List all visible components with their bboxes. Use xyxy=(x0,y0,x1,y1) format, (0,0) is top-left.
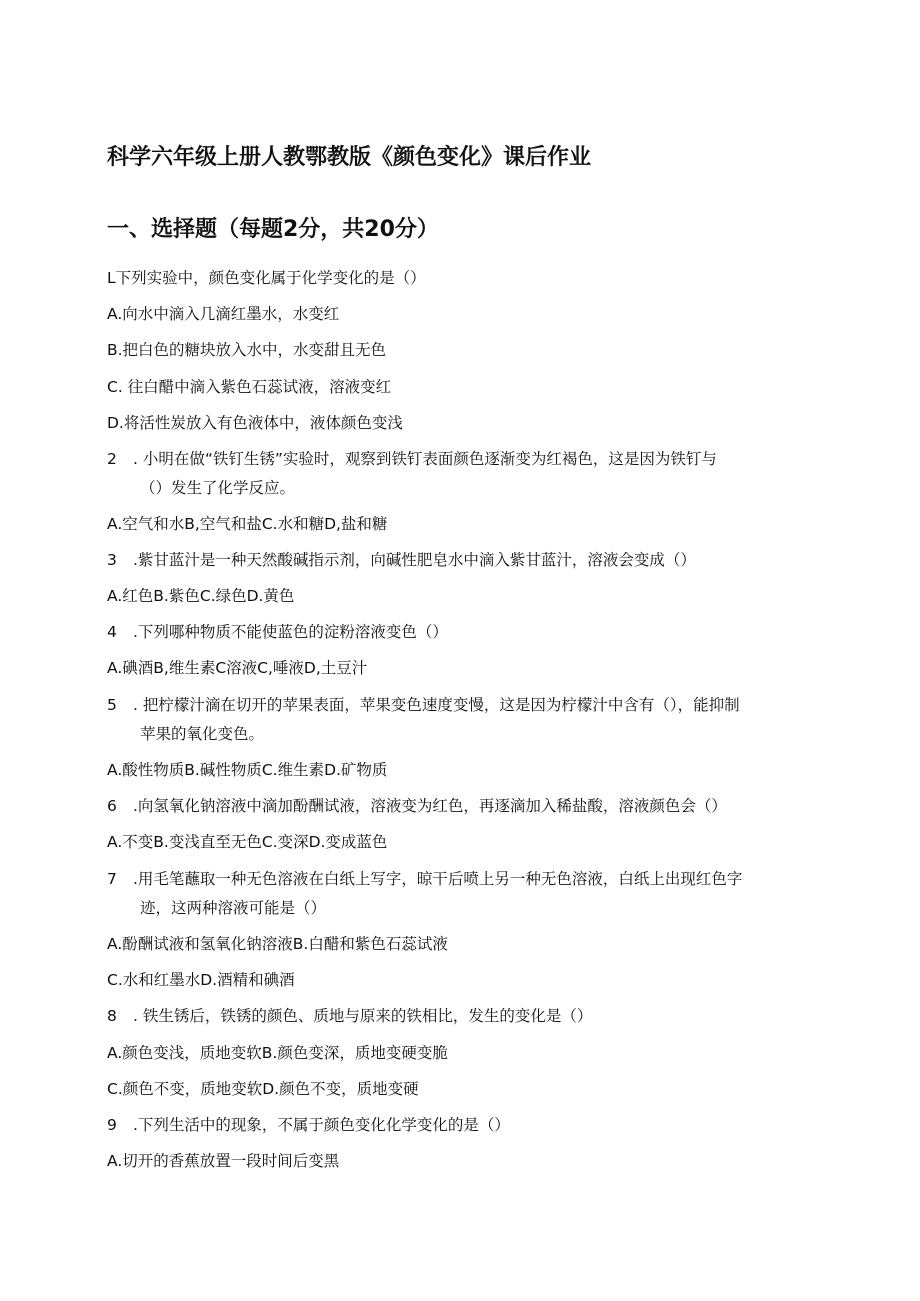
line-text: .用毛笔蘸取一种无色溶液在白纸上写字，晾干后喷上另一种无色溶液，白纸上出现红色字 xyxy=(133,870,743,888)
question-line-continued xyxy=(140,724,264,744)
line-text: A.向水中滴入几滴红墨水，水变红 xyxy=(107,305,340,323)
line-text: C.水和红墨水D.酒精和碘酒 xyxy=(107,971,295,989)
line-text: L下列实验中，颜色变化属于化学变化的是（） xyxy=(107,269,426,287)
line-text: 苹果的氧化变色。 xyxy=(140,725,265,743)
line-text: A.空气和水B,空气和盐C.水和糖D,盐和糖 xyxy=(107,515,388,533)
question-line xyxy=(107,268,426,288)
question-line xyxy=(107,413,403,433)
line-text: A.酚酬试液和氢氧化钠溶液B.白醋和紫色石蕊试液 xyxy=(107,935,448,953)
line-text: .向氢氧化钠溶液中滴加酚酬试液，溶液变为红色，再逐滴加入稀盐酸，溶液颜色会（） xyxy=(133,797,727,815)
question-number: 3 xyxy=(107,551,117,569)
question-stem xyxy=(107,869,742,889)
line-text: . 铁生锈后，铁锈的颜色、质地与原来的铁相比，发生的变化是（） xyxy=(133,1007,593,1025)
question-stem xyxy=(107,1115,510,1135)
question-line xyxy=(107,1043,448,1063)
line-text: .紫甘蓝汁是一种天然酸碱指示剂，向碱性肥皂水中滴入紫甘蓝汁，溶液会变成（） xyxy=(133,551,696,569)
line-text: A.切开的香蕉放置一段时间后变黑 xyxy=(107,1152,340,1170)
question-line xyxy=(107,377,391,397)
question-line xyxy=(107,832,387,852)
line-text: .下列生活中的现象，不属于颜色变化化学变化的是（） xyxy=(133,1116,510,1134)
question-number: 9 xyxy=(107,1116,117,1134)
question-stem xyxy=(107,449,717,469)
question-number: 2 xyxy=(107,450,117,468)
document-title: 科学六年级上册人教鄂教版《颜色变化》课后作业 xyxy=(107,145,592,170)
line-text: . 小明在做“铁钉生锈”实验时，观察到铁钉表面颜色逐渐变为红褐色，这是因为铁钉与 xyxy=(133,450,717,468)
question-stem xyxy=(107,695,740,715)
line-text: A.不变B.变浅直至无色C.变深D.变成蓝色 xyxy=(107,833,388,851)
question-line xyxy=(107,586,294,606)
question-number: 6 xyxy=(107,797,117,815)
question-line xyxy=(107,970,295,990)
line-text: （）发生了化学反应。 xyxy=(140,479,296,497)
question-line xyxy=(107,1151,339,1171)
question-line xyxy=(107,760,387,780)
question-line xyxy=(107,304,339,324)
question-line-continued xyxy=(140,478,295,498)
question-stem xyxy=(107,796,727,816)
line-text: A.碘酒B,维生素C溶液C,唾液D,土豆汁 xyxy=(107,659,368,677)
question-line xyxy=(107,340,386,360)
line-text: D.将活性炭放入有色液体中，液体颜色变浅 xyxy=(107,414,403,432)
line-text: 迹，这两种溶液可能是（） xyxy=(140,899,327,917)
question-stem xyxy=(107,550,696,570)
question-line-continued xyxy=(140,898,326,918)
line-text: . 把柠檬汁滴在切开的苹果表面，苹果变色速度变慢，这是因为柠檬汁中含有（），能抑制 xyxy=(133,696,740,714)
question-line xyxy=(107,658,367,678)
question-number: 7 xyxy=(107,870,117,888)
question-line xyxy=(107,934,448,954)
line-text: C.颜色不变，质地变软D.颜色不变，质地变硬 xyxy=(107,1080,419,1098)
question-number: 4 xyxy=(107,623,117,641)
line-text: .下列哪种物质不能使蓝色的淀粉溶液变色（） xyxy=(133,623,448,641)
line-text: A.颜色变浅，质地变软B.颜色变深，质地变硬变脆 xyxy=(107,1044,448,1062)
question-line xyxy=(107,514,387,534)
question-line xyxy=(107,1079,419,1099)
section-title: 一、选择题（每题2分，共20分） xyxy=(107,217,439,242)
question-stem xyxy=(107,622,448,642)
question-number: 8 xyxy=(107,1007,117,1025)
line-text: A.酸性物质B.碱性物质C.维生素D.矿物质 xyxy=(107,761,388,779)
question-stem xyxy=(107,1006,592,1026)
question-number: 5 xyxy=(107,696,117,714)
line-text: A.红色B.紫色C.绿色D.黄色 xyxy=(107,587,295,605)
line-text: B.把白色的糖块放入水中，水变甜且无色 xyxy=(107,341,387,359)
line-text: C. 往白醋中滴入紫色石蕊试液，溶液变红 xyxy=(107,378,392,396)
